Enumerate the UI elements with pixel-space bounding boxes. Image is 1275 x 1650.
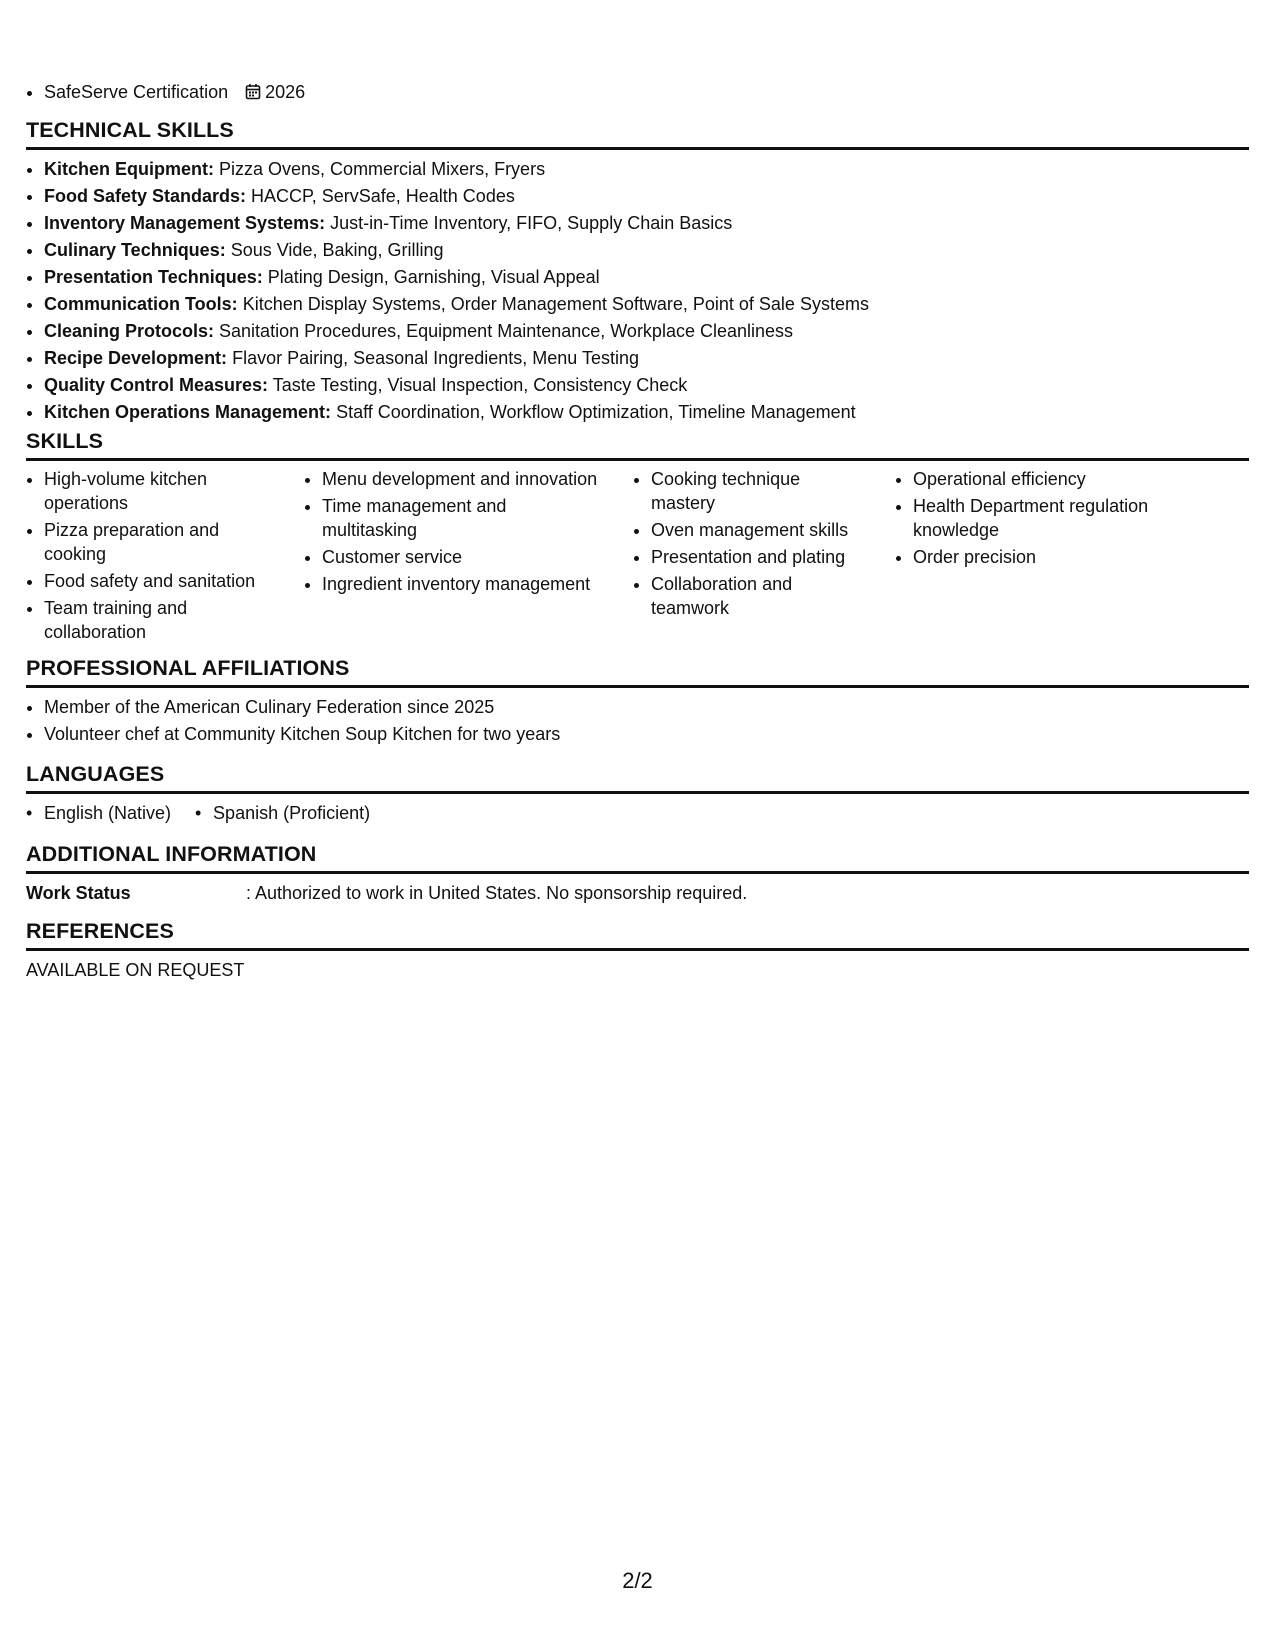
skill-item: • Oven management skills bbox=[651, 518, 861, 542]
technical-skill-label: Inventory Management Systems: bbox=[44, 213, 326, 233]
page-number: 2/2 bbox=[622, 1568, 653, 1593]
technical-skill-item bbox=[44, 291, 1249, 318]
work-status-label: Work Status bbox=[26, 883, 131, 903]
certification-name: SafeServe Certification bbox=[44, 82, 229, 102]
skill-item: • Presentation and plating bbox=[651, 545, 861, 569]
technical-skill-item bbox=[44, 156, 1249, 183]
technical-skill-item bbox=[44, 210, 1249, 237]
skill-item: • Health Department regulation knowledge bbox=[913, 494, 1173, 542]
skill-item: • Food safety and sanitation bbox=[44, 569, 264, 593]
skill-item: • Pizza preparation and cooking bbox=[44, 518, 264, 566]
affiliation-item: • Volunteer chef at Community Kitchen Soup Kitchen for two years bbox=[44, 721, 1249, 748]
skills-column bbox=[633, 467, 861, 647]
languages-list bbox=[26, 800, 1249, 827]
languages-section bbox=[26, 760, 1249, 827]
work-status-value: : Authorized to work in United States. No sponsorship required. bbox=[246, 883, 748, 903]
section-title: SKILLS bbox=[26, 427, 1249, 461]
technical-skill-label: Food Safety Standards: bbox=[44, 186, 247, 206]
section-title: ADDITIONAL INFORMATION bbox=[26, 840, 1249, 874]
calendar-icon bbox=[245, 81, 261, 108]
language-item: • English (Native) bbox=[26, 800, 171, 827]
additional-info-section bbox=[26, 840, 1249, 907]
skills-grid bbox=[26, 467, 1249, 647]
technical-skill-item bbox=[44, 399, 1249, 426]
skill-item: • Customer service bbox=[322, 545, 600, 569]
references-section bbox=[26, 917, 1249, 984]
skill-item: • Ingredient inventory management bbox=[322, 572, 600, 596]
skill-item: • Time management and multitasking bbox=[322, 494, 600, 542]
technical-skill-item bbox=[44, 264, 1249, 291]
references-text: AVAILABLE ON REQUEST bbox=[26, 960, 245, 980]
skill-item: • High-volume kitchen operations bbox=[44, 467, 264, 515]
technical-skill-item bbox=[44, 237, 1249, 264]
skills-column bbox=[304, 467, 600, 647]
technical-skill-value: Kitchen Display Systems, Order Management Software, Point of Sale Systems bbox=[242, 294, 869, 314]
skill-item: • Collaboration and teamwork bbox=[651, 572, 861, 620]
technical-skill-value: HACCP, ServSafe, Health Codes bbox=[251, 186, 515, 206]
language-item: • Spanish (Proficient) bbox=[195, 800, 370, 827]
technical-skill-item bbox=[44, 345, 1249, 372]
technical-skill-value: Flavor Pairing, Seasonal Ingredients, Menu Testing bbox=[232, 348, 639, 368]
technical-skill-item bbox=[44, 318, 1249, 345]
skills-section bbox=[26, 427, 1249, 647]
certification-item bbox=[44, 79, 305, 108]
technical-skill-value: Sous Vide, Baking, Grilling bbox=[230, 240, 444, 260]
skill-item: • Team training and collaboration bbox=[44, 596, 264, 644]
technical-skill-value: Just-in-Time Inventory, FIFO, Supply Chain Basics bbox=[330, 213, 733, 233]
technical-skill-label: Kitchen Equipment: bbox=[44, 159, 214, 179]
section-title: LANGUAGES bbox=[26, 760, 1249, 794]
technical-skill-label: Culinary Techniques: bbox=[44, 240, 226, 260]
skill-item: • Order precision bbox=[913, 545, 1173, 569]
skill-item: • Cooking technique mastery bbox=[651, 467, 861, 515]
technical-skill-label: Kitchen Operations Management: bbox=[44, 402, 332, 422]
technical-skill-label: Communication Tools: bbox=[44, 294, 238, 314]
technical-skill-label: Recipe Development: bbox=[44, 348, 228, 368]
technical-skill-item bbox=[44, 183, 1249, 210]
technical-skill-value: Pizza Ovens, Commercial Mixers, Fryers bbox=[219, 159, 546, 179]
skills-column bbox=[895, 467, 1173, 647]
skill-item: • Menu development and innovation bbox=[322, 467, 600, 491]
technical-skills-section bbox=[26, 116, 1249, 426]
technical-skill-value: Sanitation Procedures, Equipment Maintenance, Workplace Cleanliness bbox=[219, 321, 794, 341]
section-title: PROFESSIONAL AFFILIATIONS bbox=[26, 654, 1249, 688]
technical-skill-label: Cleaning Protocols: bbox=[44, 321, 215, 341]
affiliation-item: • Member of the American Culinary Federation since 2025 bbox=[44, 694, 1249, 721]
affiliations-list bbox=[26, 694, 1249, 748]
affiliations-section bbox=[26, 654, 1249, 748]
skill-item: • Operational efficiency bbox=[913, 467, 1173, 491]
technical-skill-value: Plating Design, Garnishing, Visual Appeal bbox=[267, 267, 600, 287]
technical-skill-item bbox=[44, 372, 1249, 399]
technical-skills-list bbox=[26, 156, 1249, 426]
technical-skill-label: Presentation Techniques: bbox=[44, 267, 263, 287]
technical-skill-value: Taste Testing, Visual Inspection, Consistency Check bbox=[272, 375, 688, 395]
technical-skill-label: Quality Control Measures: bbox=[44, 375, 269, 395]
section-title: TECHNICAL SKILLS bbox=[26, 116, 1249, 150]
certification-year: 2026 bbox=[265, 82, 306, 102]
certification-list bbox=[26, 79, 305, 108]
section-title: REFERENCES bbox=[26, 917, 1249, 951]
technical-skill-value: Staff Coordination, Workflow Optimization, Timeline Management bbox=[336, 402, 856, 422]
skills-column bbox=[26, 467, 264, 647]
work-status-row bbox=[26, 880, 1249, 907]
